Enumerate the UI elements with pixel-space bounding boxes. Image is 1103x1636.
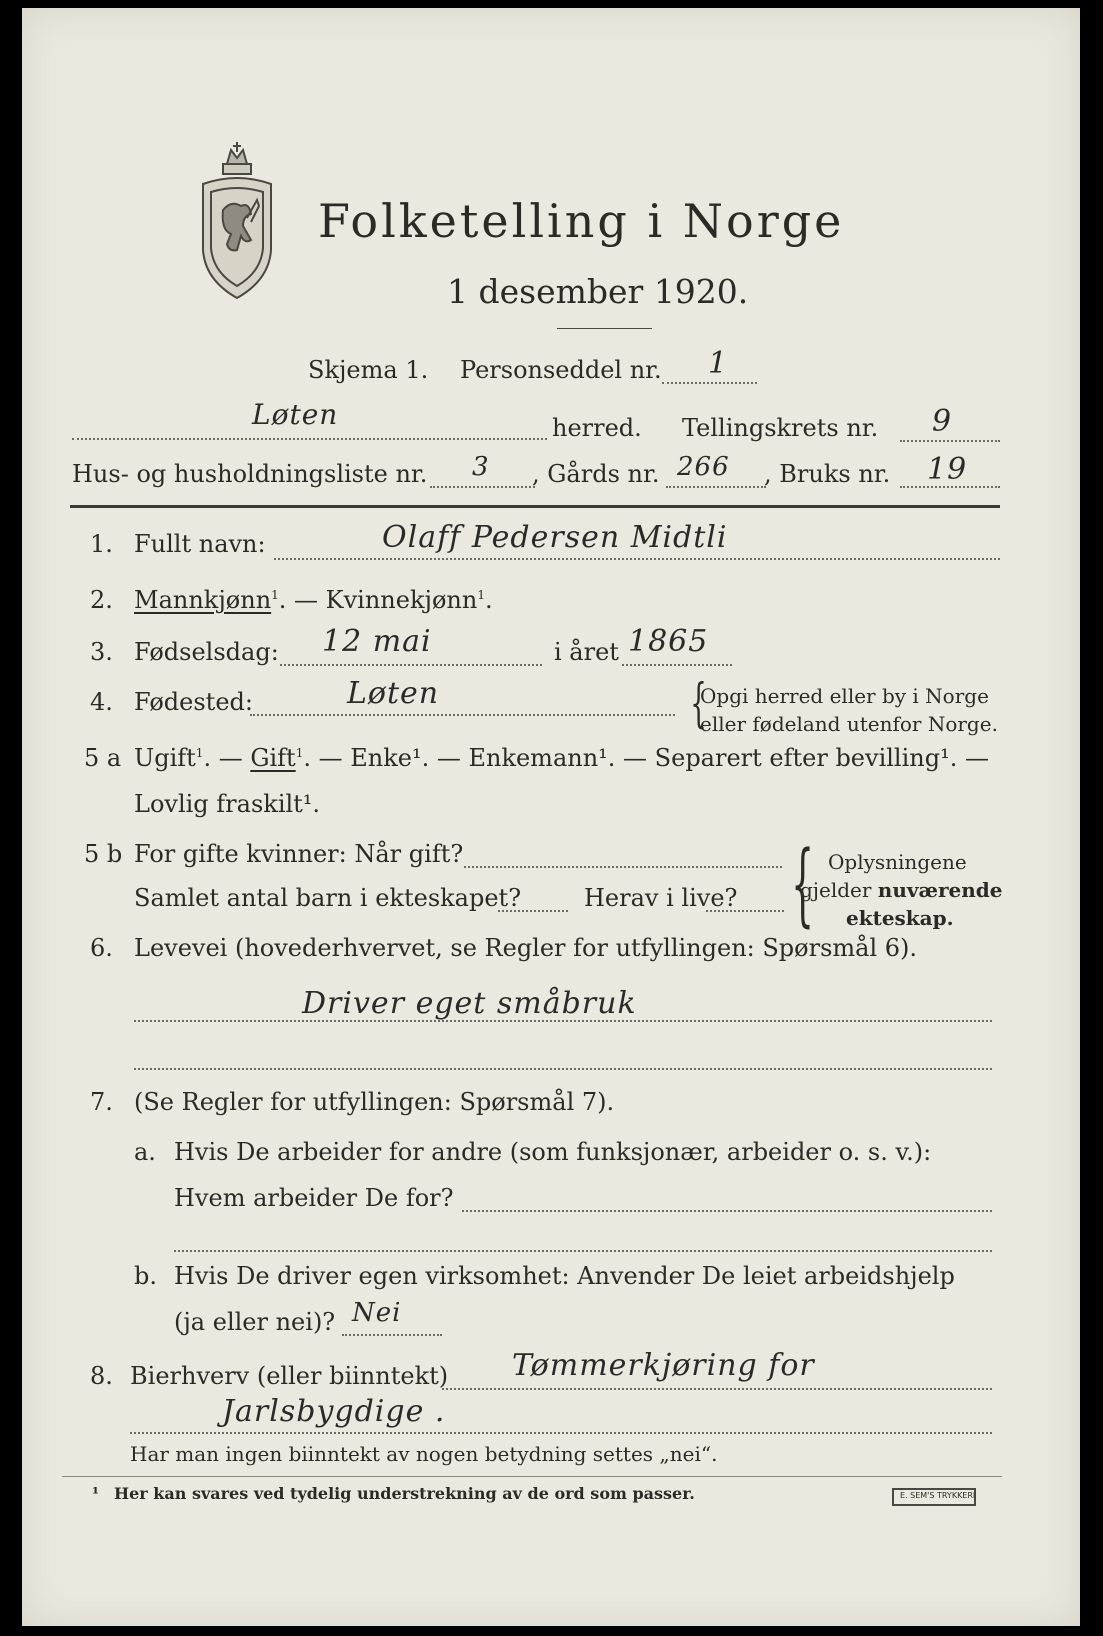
bruks-value[interactable]: 19: [927, 452, 968, 487]
q5a-line2[interactable]: Lovlig fraskilt¹.: [134, 790, 321, 818]
q7b-line1: Hvis De driver egen virksomhet: Anvender De leiet arbeidshjelp: [174, 1262, 955, 1290]
q6-line1: [134, 1020, 992, 1022]
q4-note-line1: Opgi herred eller by i Norge: [700, 684, 989, 708]
q8-line1: [442, 1388, 992, 1390]
footnote-text: Her kan svares ved tydelig understrekning av de ord som passer.: [114, 1484, 695, 1503]
q3-year-label: i året: [554, 638, 619, 666]
bruks-label: , Bruks nr.: [764, 460, 891, 488]
q1-number: 1.: [90, 530, 113, 558]
personseddel-value[interactable]: 1: [708, 346, 729, 381]
q7b-answer-value[interactable]: Nei: [352, 1298, 402, 1328]
tellingskrets-label: Tellingskrets nr.: [682, 414, 879, 442]
q1-line: [274, 558, 1000, 560]
q5b-line1: For gifte kvinner: Når gift?: [134, 840, 464, 868]
q6-occupation-value[interactable]: Driver eget småbruk: [302, 986, 637, 1021]
q3-line: [280, 664, 542, 666]
q8-label: Bierhverv (eller biinntekt): [130, 1362, 449, 1390]
q4-line: [250, 714, 675, 716]
husholdning-label: Hus- og husholdningsliste nr.: [72, 460, 428, 488]
q8-number: 8.: [90, 1362, 113, 1390]
q5a-gift-option[interactable]: Gift: [250, 744, 296, 772]
herred-line: [72, 438, 547, 440]
q4-brace: {: [690, 674, 707, 734]
q5b-line2a: Samlet antal barn i ekteskapet?: [134, 884, 522, 912]
personseddel-line: [662, 382, 757, 384]
personseddel-label: Personseddel nr.: [460, 356, 662, 384]
herred-label: herred.: [552, 414, 642, 442]
tellingskrets-line: [900, 440, 1000, 442]
q7b-letter: b.: [134, 1262, 157, 1290]
title-divider: [557, 328, 652, 329]
q8-side-income-value2[interactable]: Jarlsbygdige .: [222, 1394, 446, 1429]
q3-birthday-value[interactable]: 12 mai: [322, 624, 432, 659]
section-divider: [70, 505, 1000, 508]
q5b-note-line2: gjelder nuværende: [800, 878, 1003, 902]
q5b-line2b: Herav i live?: [584, 884, 738, 912]
q1-label: Fullt navn:: [134, 530, 266, 558]
herred-value[interactable]: Løten: [252, 398, 339, 431]
q5a-status-row: Ugift$^1$. — Gift$^1$. — Enke¹. — Enkemann¹. — Separert efter bevilling¹. —: [134, 744, 989, 772]
q2-female-option[interactable]: . — Kvinnekjønn: [278, 586, 478, 614]
q2-gender-row: Mannkjønn$^1$. — Kvinnekjønn$^1$.: [134, 586, 493, 614]
q7-label: (Se Regler for utfyllingen: Spørsmål 7).: [134, 1088, 615, 1116]
q2-male-option[interactable]: Mannkjønn: [134, 586, 272, 614]
q1-full-name-value[interactable]: Olaff Pedersen Midtli: [382, 520, 728, 555]
husholdning-line: [430, 486, 535, 488]
gards-label: , Gårds nr.: [532, 460, 660, 488]
q5b-alive-line: [706, 910, 784, 912]
q7b-answer-line: [342, 1334, 442, 1336]
q5b-note-line3: ekteskap.: [846, 906, 954, 930]
gards-line: [666, 486, 766, 488]
q3-year-value[interactable]: 1865: [628, 624, 709, 659]
gards-value[interactable]: 266: [677, 452, 730, 482]
q4-label: Fødested:: [134, 688, 253, 716]
footnote-divider: [62, 1476, 1002, 1477]
census-date: 1 desember 1920.: [447, 272, 749, 311]
coat-of-arms-icon: [197, 140, 277, 300]
q5b-note-line1: Oplysningene: [828, 850, 967, 874]
q7a-line2: Hvem arbeider De for?: [174, 1184, 454, 1212]
q7a-employer-line: [462, 1210, 992, 1212]
q5a-ugift-option[interactable]: Ugift: [134, 744, 196, 772]
q4-birthplace-value[interactable]: Løten: [347, 676, 440, 711]
q7a-letter: a.: [134, 1138, 156, 1166]
q5b-brace: {: [791, 832, 815, 937]
q5b-married-line: [464, 866, 782, 868]
printer-stamp: E. SEM'S TRYKKERI: [892, 1488, 976, 1506]
form-title: Folketelling i Norge: [318, 194, 845, 248]
q7a-employer-line2: [174, 1250, 992, 1252]
q5a-other-options[interactable]: . — Enke¹. — Enkemann¹. — Separert efter bevilling¹. —: [303, 744, 989, 772]
q5b-children-line: [498, 910, 568, 912]
q2-number: 2.: [90, 586, 113, 614]
q3-number: 3.: [90, 638, 113, 666]
tellingskrets-value[interactable]: 9: [932, 404, 953, 439]
husholdning-value[interactable]: 3: [472, 452, 490, 482]
q3-label: Fødselsdag:: [134, 638, 279, 666]
schema-label: Skjema 1.: [308, 356, 429, 384]
q8-line2: [130, 1432, 992, 1434]
q6-number: 6.: [90, 934, 113, 962]
q3-year-line: [622, 664, 732, 666]
q6-label: Levevei (hovederhvervet, se Regler for utfyllingen: Spørsmål 6).: [134, 934, 918, 962]
q8-note: Har man ingen biinntekt av nogen betydning settes „nei“.: [130, 1442, 718, 1466]
q7b-line2: (ja eller nei)?: [174, 1308, 336, 1336]
q5b-number: 5 b: [84, 840, 123, 868]
q7-number: 7.: [90, 1088, 113, 1116]
census-form-page: [22, 8, 1080, 1626]
q5a-number: 5 a: [84, 744, 122, 772]
q8-side-income-value1[interactable]: Tømmerkjøring for: [512, 1348, 815, 1383]
footnote-marker: ¹: [92, 1484, 100, 1503]
q6-line2: [134, 1068, 992, 1070]
q7a-line1: Hvis De arbeider for andre (som funksjonær, arbeider o. s. v.):: [174, 1138, 932, 1166]
q4-note-line2: eller fødeland utenfor Norge.: [700, 712, 998, 736]
q4-number: 4.: [90, 688, 113, 716]
